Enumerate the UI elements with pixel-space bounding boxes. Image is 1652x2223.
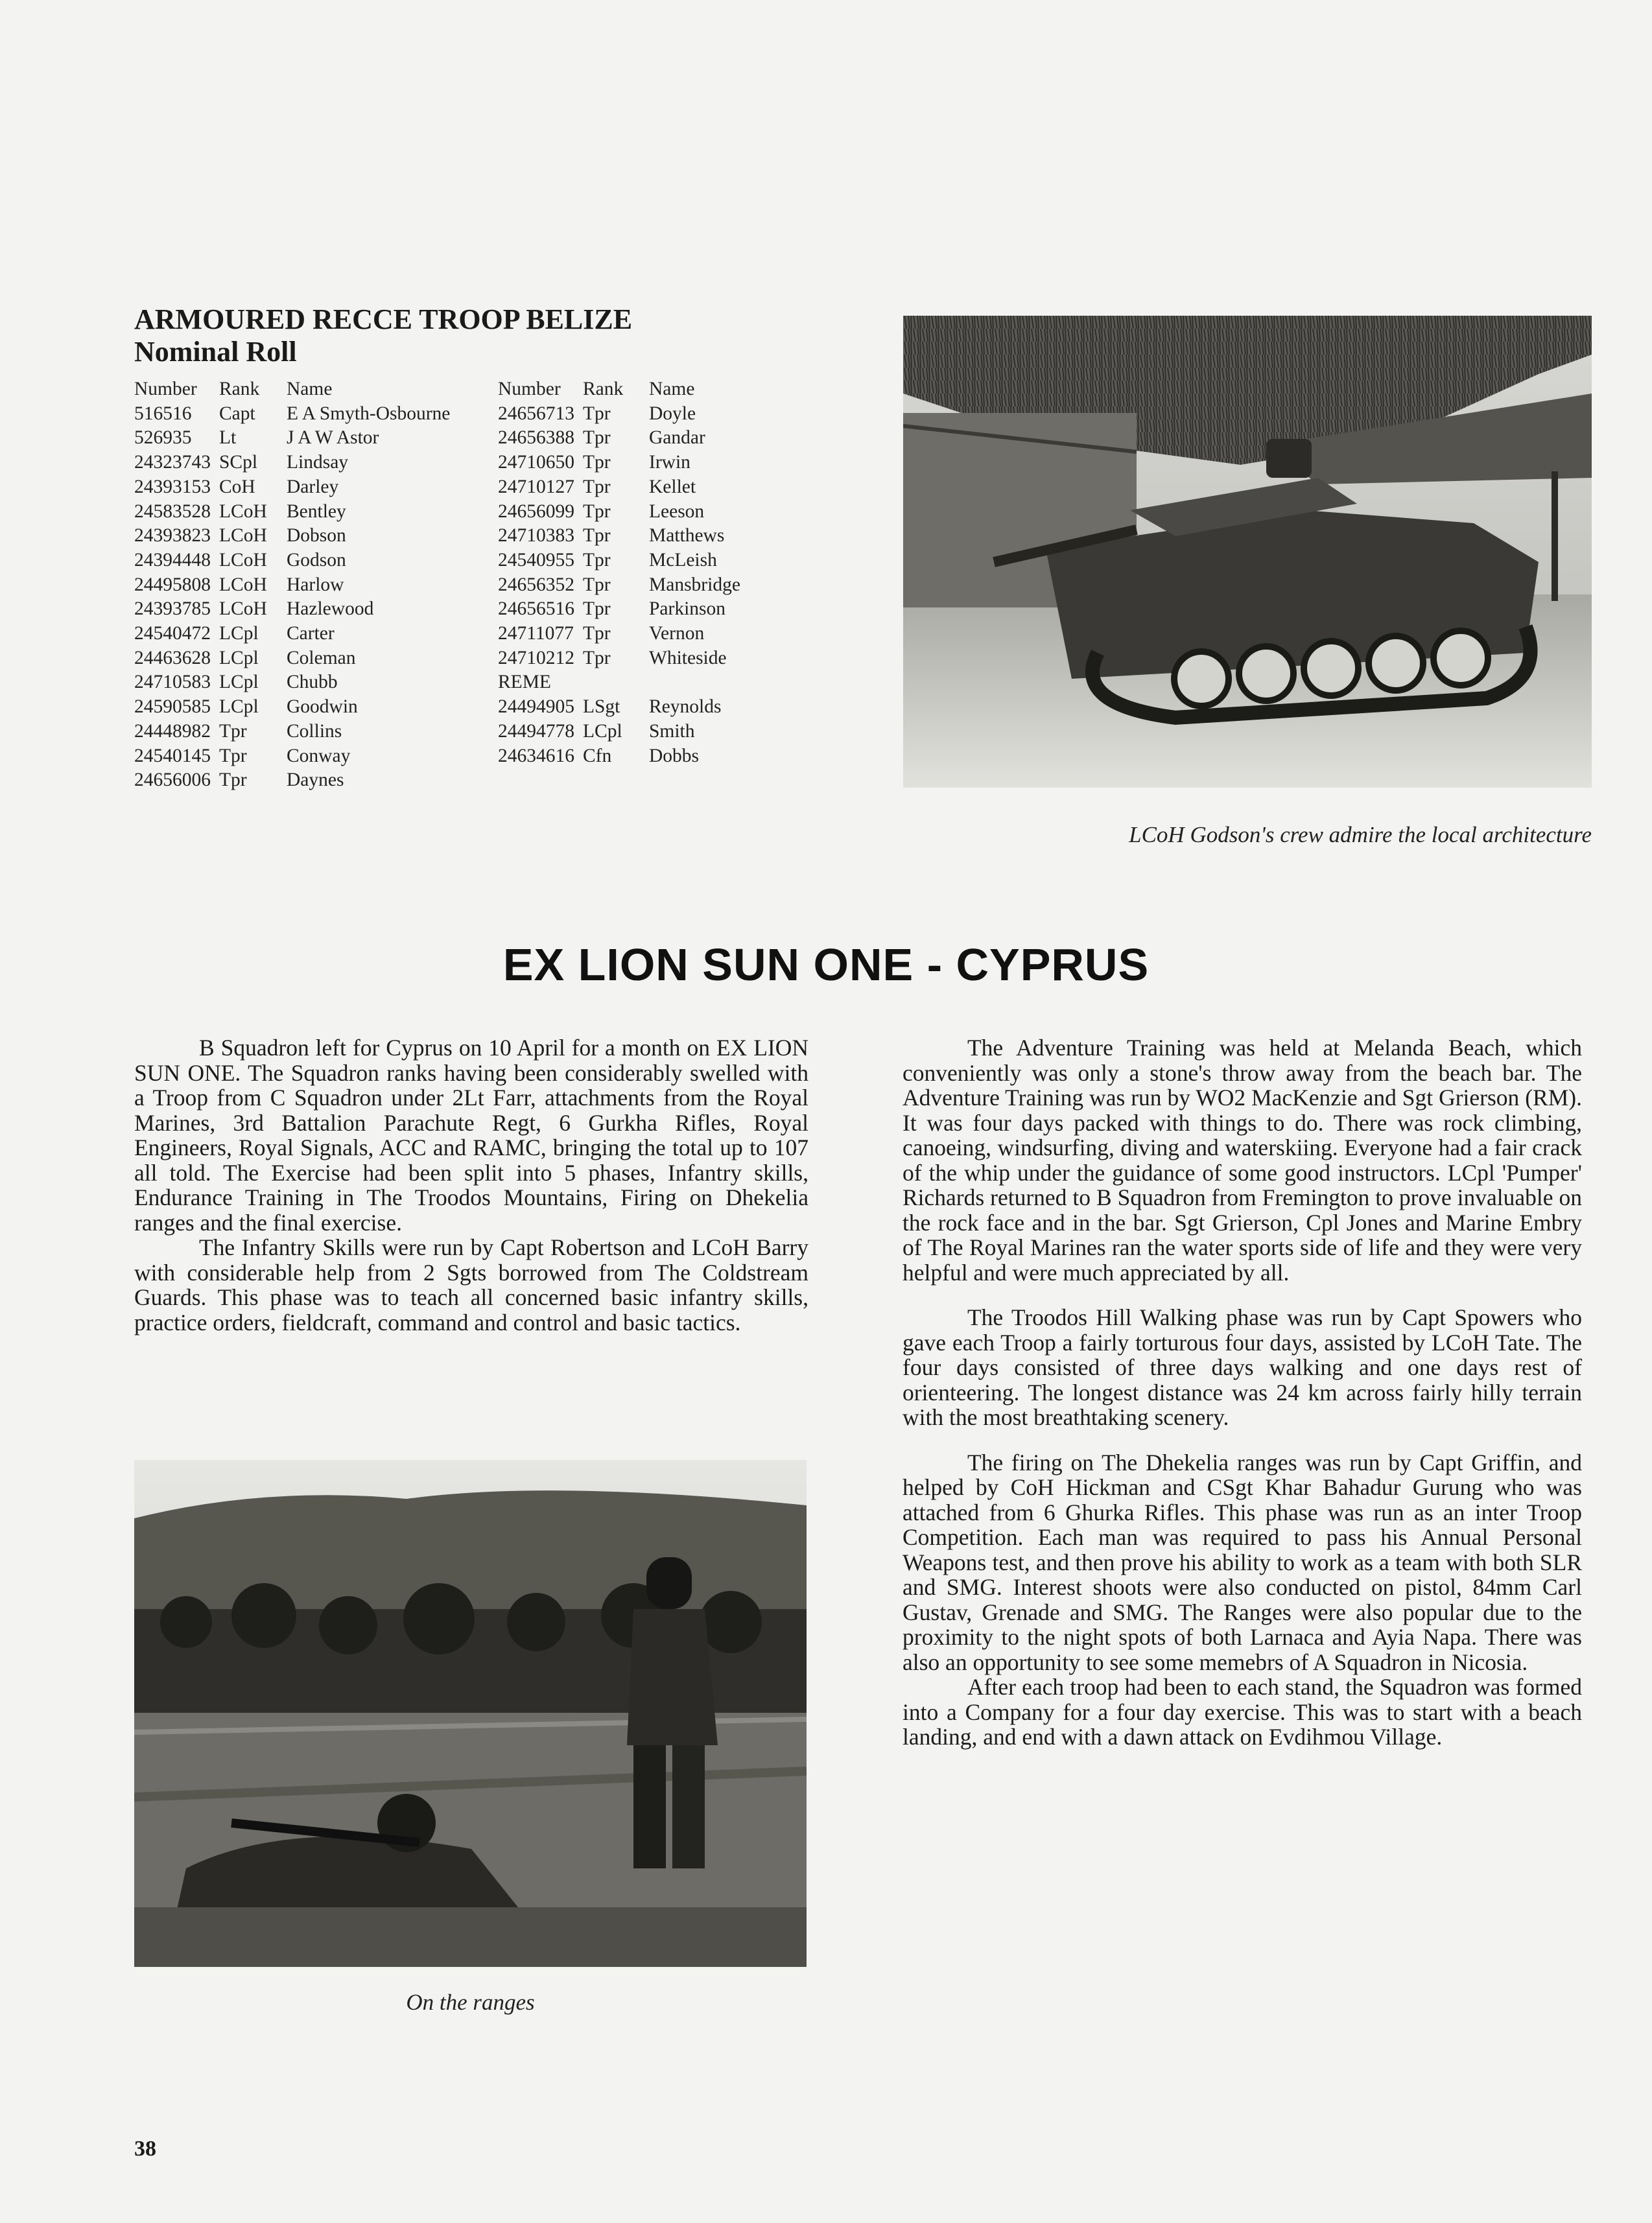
roll-rank: Tpr [583, 647, 611, 668]
roll-row [134, 548, 450, 573]
roll-row [498, 524, 740, 548]
roll-number: 24710583 [134, 672, 211, 693]
ranges-photo-caption: On the ranges [406, 1990, 535, 2015]
roll-name: Conway [287, 745, 351, 766]
roll-heading [134, 303, 632, 368]
roll-name: Whiteside [649, 647, 727, 668]
article-paragraph: The Infantry Skills were run by Capt Robertson and LCoH Barry with considerable help from 2 Sgts borrowed from The Coldstream Guards. This phase was to teach all concerned basic infantry skills, practice orders, fieldcraft, command and control and basic tactics. [134, 1234, 808, 1335]
roll-name: Lindsay [287, 452, 349, 473]
roll-name: Chubb [287, 672, 338, 693]
roll-header-name: Name [649, 379, 695, 399]
roll-header-rank: Rank [219, 379, 260, 399]
roll-header-row [134, 377, 450, 402]
roll-number: 24540472 [134, 623, 211, 644]
roll-row [134, 768, 450, 793]
roll-number: 24656352 [498, 574, 574, 595]
tank-photo-caption: LCoH Godson's crew admire the local architecture [1129, 822, 1592, 847]
roll-row [134, 695, 450, 720]
roll-rank: SCpl [219, 452, 258, 473]
roll-number: 24540955 [498, 549, 574, 570]
roll-number: 24656099 [498, 500, 574, 522]
roll-row [498, 500, 740, 524]
roll-rank: Tpr [219, 745, 247, 766]
roll-row [134, 573, 450, 598]
roll-header-number: Number [134, 379, 197, 399]
roll-row [498, 548, 740, 573]
roll-row [134, 451, 450, 475]
roll-rank: LCoH [219, 574, 267, 595]
roll-number: 24590585 [134, 696, 211, 718]
roll-name: E A Smyth-Osbourne [287, 403, 451, 424]
roll-number: 526935 [134, 427, 192, 449]
roll-row [134, 475, 450, 500]
article-headline: EX LION SUN ONE - CYPRUS [502, 939, 1150, 990]
roll-number: 24393823 [134, 525, 211, 547]
roll-rank: LCoH [219, 525, 267, 547]
roll-number: 24323743 [134, 452, 211, 473]
roll-row [498, 720, 740, 744]
roll-name: Smith [649, 720, 695, 742]
roll-number: 24656388 [498, 427, 574, 449]
roll-rank: Tpr [583, 452, 611, 473]
roll-rank: Lt [219, 427, 237, 449]
roll-rank: LCpl [583, 720, 622, 742]
roll-name: Kellet [649, 476, 696, 497]
roll-rank: Cfn [583, 745, 612, 766]
roll-row [498, 622, 740, 646]
roll-number: 24710127 [498, 476, 574, 497]
roll-name: Harlow [287, 574, 344, 595]
roll-row [498, 475, 740, 500]
roll-name: Coleman [287, 647, 356, 668]
roll-row [134, 597, 450, 622]
roll-name: Dobbs [649, 745, 700, 766]
article-left-column [134, 1035, 808, 1335]
roll-number: 24710212 [498, 647, 574, 668]
roll-number: 24393785 [134, 598, 211, 620]
roll-rank: Tpr [583, 598, 611, 620]
roll-number: 24656006 [134, 770, 211, 791]
roll-rank: Tpr [219, 720, 247, 742]
roll-rank: Tpr [583, 623, 611, 644]
roll-title: ARMOURED RECCE TROOP BELIZE [134, 303, 633, 335]
roll-row [134, 402, 450, 427]
roll-row [134, 744, 450, 769]
roll-row [498, 451, 740, 475]
roll-header-name: Name [287, 379, 333, 399]
roll-row [498, 670, 740, 695]
roll-name: Reynolds [649, 696, 722, 718]
roll-rank [583, 670, 649, 695]
roll-table-left [134, 377, 450, 793]
roll-number: REME [498, 672, 551, 693]
roll-name: Gandar [649, 427, 705, 449]
roll-number: 24711077 [498, 623, 574, 644]
roll-rank: Tpr [583, 500, 611, 522]
roll-rank: Tpr [583, 574, 611, 595]
roll-name: Bentley [287, 500, 346, 522]
roll-number: 24394448 [134, 549, 211, 570]
roll-name: McLeish [649, 549, 717, 570]
roll-rank: LCpl [219, 672, 259, 693]
roll-row [134, 500, 450, 524]
roll-rank: Tpr [583, 403, 611, 424]
roll-rank: LCoH [219, 500, 267, 522]
roll-name: J A W Astor [287, 427, 379, 449]
roll-rank: CoH [219, 476, 255, 497]
ranges-photo [134, 1460, 807, 1967]
roll-name: Matthews [649, 525, 725, 547]
roll-row [134, 426, 450, 451]
roll-subtitle: Nominal Roll [134, 336, 297, 368]
roll-rank: Tpr [583, 525, 611, 547]
roll-number: 24656516 [498, 598, 574, 620]
roll-name: Leeson [649, 500, 705, 522]
roll-row [498, 402, 740, 427]
roll-number: 24540145 [134, 745, 211, 766]
page-number: 38 [134, 2137, 156, 2161]
article-paragraph: After each troop had been to each stand, the Squadron was formed into a Company for a four day exercise. This was to start with a beach landing, and end with a dawn attack on Evdihmou Village. [903, 1674, 1582, 1750]
article-paragraph: The firing on The Dhekelia ranges was run by Capt Griffin, and helped by CoH Hickman and CSgt Khar Bahadur Gurung who was attached from 6 Ghurka Rifles. This phase was run as an inter Troop Competition. Each man was required to pass his Annual Personal Weapons test, and then prove his ability to work as a team with both SLR and SMG. Interest shoots were also conducted on pistol, 84mm Carl Gustav, Grenade and SMG. The Ranges were also popular due to the proximity to the night spots of both Larnaca and Ayia Napa. There was also an opportunity to see some memebrs of A Squadron in Nicosia. [903, 1449, 1582, 1675]
roll-rank: LCpl [219, 623, 259, 644]
roll-table-right [498, 377, 740, 768]
roll-number: 24634616 [498, 745, 574, 766]
roll-name: Parkinson [649, 598, 726, 620]
article-paragraph: The Troodos Hill Walking phase was run by Capt Spowers who gave each Troop a fairly torturous four days, assisted by LCoH Tate. The four days consisted of three days walking and one days rest of orienteering. The longest distance was 24 km across fairly hilly terrain with the most breathtaking scenery. [903, 1304, 1582, 1430]
roll-header-rank: Rank [583, 379, 624, 399]
roll-rank: LCoH [219, 549, 267, 570]
roll-name: Carter [287, 623, 335, 644]
roll-name: Daynes [287, 770, 344, 791]
roll-number: 24656713 [498, 403, 574, 424]
roll-number: 24495808 [134, 574, 211, 595]
roll-name: Godson [287, 549, 346, 570]
roll-number: 24494778 [498, 720, 574, 742]
article-right-column [903, 1035, 1582, 1750]
roll-header-number: Number [498, 379, 561, 399]
tank-photo [903, 316, 1592, 788]
roll-number: 24448982 [134, 720, 211, 742]
roll-row [498, 744, 740, 769]
roll-name: Mansbridge [649, 574, 740, 595]
roll-row [498, 646, 740, 671]
roll-number: 24494905 [498, 696, 574, 718]
roll-rank: LCpl [219, 696, 259, 718]
roll-rank: LSgt [583, 696, 620, 718]
roll-row [134, 646, 450, 671]
roll-row [134, 622, 450, 646]
roll-header-row [498, 377, 740, 402]
roll-number: 24583528 [134, 500, 211, 522]
roll-number: 24710650 [498, 452, 574, 473]
roll-name: Irwin [649, 452, 690, 473]
roll-row [134, 720, 450, 744]
roll-number: 24393153 [134, 476, 211, 497]
roll-number: 24463628 [134, 647, 211, 668]
roll-row [498, 426, 740, 451]
roll-rank: Tpr [583, 549, 611, 570]
roll-name: Dobson [287, 525, 346, 547]
roll-row [134, 670, 450, 695]
roll-number: 24710383 [498, 525, 574, 547]
roll-rank: LCoH [219, 598, 267, 620]
roll-rank: Tpr [583, 427, 611, 449]
roll-rank: Tpr [219, 770, 247, 791]
article-paragraph: The Adventure Training was held at Melanda Beach, which conveniently was only a stone's throw away from the beach bar. The Adventure Training was run by WO2 MacKenzie and Sgt Grierson (RM). It was four days packed with things to do. There was rock climbing, canoeing, windsurfing, diving and waterskiing. Everyone had a fair crack of the whip under the guidance of some good instructors. LCpl 'Pumper' Richards returned to B Squadron from Fremington to prove invaluable on the rock face and in the bar. Sgt Grierson, Cpl Jones and Marine Embry of The Royal Marines ran the water sports side of life and they were very helpful and were much appreciated by all. [903, 1035, 1582, 1286]
article-paragraph: B Squadron left for Cyprus on 10 April for a month on EX LION SUN ONE. The Squadron ranks having been considerably swelled with a Troop from C Squadron under 2Lt Farr, attachments from the Royal Marines, 3rd Battalion Parachute Regt, 6 Gurkha Rifles, Royal Engineers, Royal Signals, ACC and RAMC, bringing the total up to 107 all told. The Exercise had been split into 5 phases, Infantry skills, Endurance Training in The Troodos Mountains, Firing on Dhekelia ranges and the final exercise. [134, 1035, 808, 1236]
roll-name: Collins [287, 720, 342, 742]
roll-rank: Capt [219, 403, 255, 424]
roll-name: Darley [287, 476, 339, 497]
roll-name: Hazlewood [287, 598, 374, 620]
roll-name: Doyle [649, 403, 696, 424]
roll-rank: LCpl [219, 647, 259, 668]
roll-row [498, 573, 740, 598]
roll-row [498, 597, 740, 622]
roll-row [498, 695, 740, 720]
roll-name: Goodwin [287, 696, 358, 718]
roll-number: 516516 [134, 403, 192, 424]
roll-name: Vernon [649, 623, 705, 644]
roll-rank: Tpr [583, 476, 611, 497]
roll-name [649, 670, 740, 695]
roll-row [134, 524, 450, 548]
